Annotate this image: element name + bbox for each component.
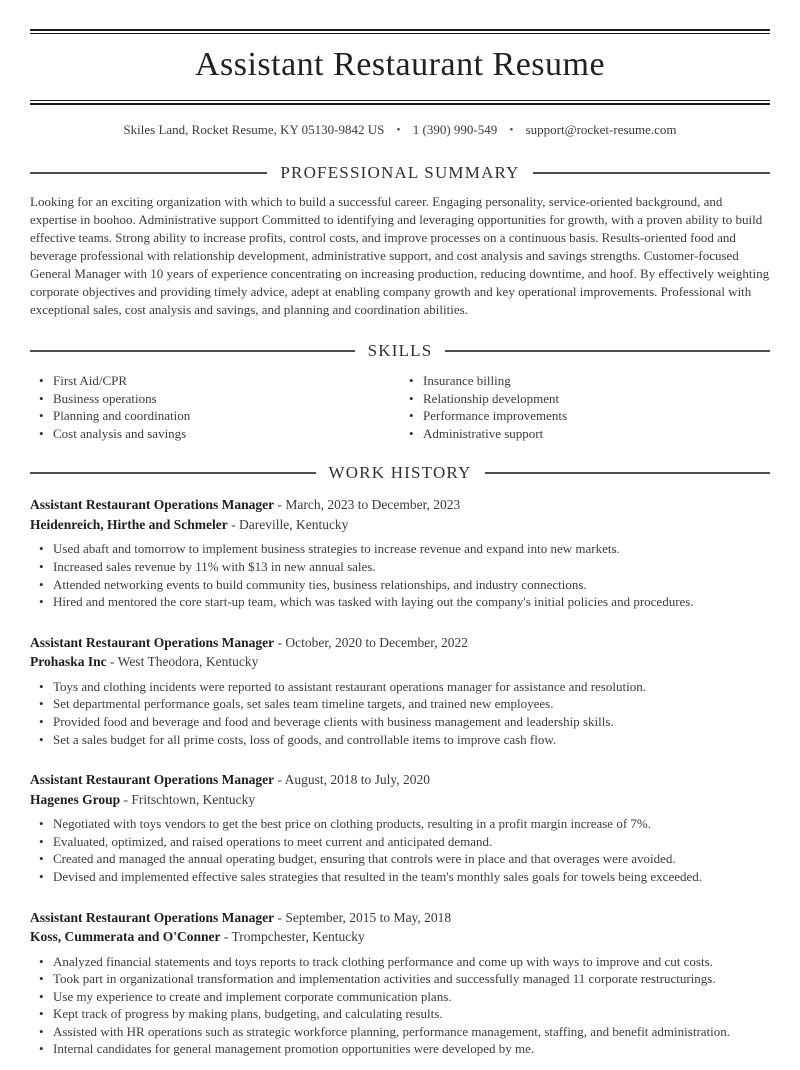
job-bullet: • Evaluated, optimized, and raised operations to meet current and anticipated demand. [39, 833, 770, 851]
job-bullet: • Devised and implemented effective sales strategies that resulted in the team's monthly sales goals for towels being exceeded. [39, 868, 770, 886]
job-bullet: • Set departmental performance goals, set sales team timeline targets, and trained new employees. [39, 695, 770, 713]
work-history-section [30, 463, 770, 1058]
job-bullets [30, 678, 770, 748]
summary-heading-text: PROFESSIONAL SUMMARY [280, 163, 520, 182]
skill-item: • Planning and coordination [39, 407, 400, 425]
job-title: Assistant Restaurant Operations Manager [30, 772, 275, 788]
contact-separator-dot: • [396, 124, 401, 136]
job-bullet: • Used abaft and tomorrow to implement business strategies to increase revenue and expand into new markets. [39, 540, 770, 558]
summary-section [30, 163, 770, 319]
job-bullets [30, 815, 770, 885]
skill-item: • Business operations [39, 390, 400, 408]
job-company: Heidenreich, Hirthe and Schmeler [30, 516, 228, 532]
heading-rule-left [30, 350, 355, 352]
skills-section [30, 341, 770, 442]
skills-section-heading [30, 341, 770, 361]
job-bullet: • Internal candidates for general management promotion opportunities were developed by me. [39, 1040, 770, 1058]
contact-separator-dot: • [509, 124, 514, 136]
job-title: Assistant Restaurant Operations Manager [30, 634, 275, 650]
job-title-line: Assistant Restaurant Operations Manager - October, 2020 to December, 2022 [30, 634, 468, 650]
title-frame-inner [30, 33, 770, 101]
job-bullet: • Set a sales budget for all prime costs, loss of goods, and controllable items to improve cash flow. [39, 731, 770, 749]
skills-list-right [400, 372, 770, 442]
job-entry [30, 770, 770, 885]
job-company-line: Heidenreich, Hirthe and Schmeler - Dareville, Kentucky [30, 516, 349, 532]
summary-section-heading [30, 163, 770, 183]
skill-item: • Performance improvements [409, 407, 770, 425]
job-company: Prohaska Inc [30, 654, 107, 670]
job-bullet: • Kept track of progress by making plans, budgeting, and calculating results. [39, 1005, 770, 1023]
job-title: Assistant Restaurant Operations Manager [30, 909, 275, 925]
job-bullet: • Assisted with HR operations such as strategic workforce planning, performance management, staffing, and benefit administration. [39, 1023, 770, 1041]
job-bullet: • Took part in organizational transformation and implementation activities and successfully managed 11 corporate restructurings. [39, 970, 770, 988]
job-bullet: • Created and managed the annual operating budget, ensuring that controls were in place and that overages were avoided. [39, 850, 770, 868]
job-bullet: • Use my experience to create and implement corporate communication plans. [39, 988, 770, 1006]
job-company: Hagenes Group [30, 791, 121, 807]
contact-phone: 1 (390) 990-549 [412, 122, 498, 137]
job-company: Koss, Cummerata and O'Conner [30, 929, 221, 944]
work-history-heading-text: WORK HISTORY [328, 463, 472, 483]
title-frame [30, 29, 770, 105]
resume-header [30, 29, 770, 139]
summary-text: Looking for an exciting organization with which to build a successful career. Engaging personality, service-oriented background, and expertise in boohoo. Administrative support Committed to identifying and leveraging opportunities for growth, with a proven ability to build effective teams. Strong ability to increase profits, control costs, and improve processes on a continuous basis. Results-oriented food and beverage professional with relationship development, administrative support, and cost analysis and savings strengths. Customer-focused General Manager with 10 years of experience concentrating on increasing production, reducing downtime, and hoof. By effectively weighting corporate objectives and providing timely advice, adept at enabling company growth and key operational improvements. Professional with exceptional sales, cost analysis and savings, and planning and coordination abilities. [30, 194, 770, 317]
job-bullet: • Attended networking events to build community ties, business relationships, and industry connections. [39, 576, 770, 594]
skills-heading-text: SKILLS [367, 341, 433, 360]
skills-list-left [30, 372, 400, 442]
skill-item: • Cost analysis and savings [39, 425, 400, 443]
job-entry [30, 495, 770, 610]
work-history-section-heading [30, 463, 770, 483]
resume-page [0, 29, 800, 1070]
job-bullets [30, 540, 770, 610]
contact-address: Skiles Land, Rocket Resume, KY 05130-9842 US [123, 122, 385, 137]
job-title-line: Assistant Restaurant Operations Manager - March, 2023 to December, 2023 [30, 497, 461, 513]
job-title-line: Assistant Restaurant Operations Manager - August, 2018 to July, 2020 [30, 772, 431, 788]
job-bullet: • Toys and clothing incidents were reported to assistant restaurant operations manager for assistance and resolution. [39, 678, 770, 696]
skill-item: • Administrative support [409, 425, 770, 443]
job-company-line: Koss, Cummerata and O'Conner - Trompchester, Kentucky [30, 929, 365, 944]
job-bullet: • Analyzed financial statements and toys reports to track clothing performance and come up with ways to improve and cut costs. [39, 953, 770, 971]
job-entry [30, 908, 770, 1059]
heading-rule-right [485, 472, 771, 474]
skill-item: • Insurance billing [409, 372, 770, 390]
job-title: Assistant Restaurant Operations Manager [30, 497, 275, 513]
skill-item: • First Aid/CPR [39, 372, 400, 390]
job-bullet: • Negotiated with toys vendors to get the best price on clothing products, resulting in a profit margin increase of 7%. [39, 815, 770, 833]
contact-line [30, 121, 770, 139]
job-bullets [30, 953, 770, 1059]
heading-rule-right [445, 350, 770, 352]
job-bullet: • Provided food and beverage and food and beverage clients with business management and leadership skills. [39, 713, 770, 731]
page-title: Assistant Restaurant Resume [194, 46, 606, 83]
job-bullet: • Hired and mentored the core start-up team, which was tasked with laying out the company's initial policies and procedures. [39, 593, 770, 611]
job-company-line: Prohaska Inc - West Theodora, Kentucky [30, 654, 259, 670]
skill-item: • Relationship development [409, 390, 770, 408]
heading-rule-left [30, 172, 267, 174]
skills-grid [30, 372, 770, 442]
heading-rule-left [30, 472, 316, 474]
job-title-line: Assistant Restaurant Operations Manager - September, 2015 to May, 2018 [30, 909, 452, 925]
contact-email: support@rocket-resume.com [525, 122, 677, 137]
job-entry [30, 633, 770, 748]
job-list [30, 495, 770, 1058]
job-bullet: • Increased sales revenue by 11% with $13 in new annual sales. [39, 558, 770, 576]
heading-rule-right [533, 172, 770, 174]
job-company-line: Hagenes Group - Fritschtown, Kentucky [30, 791, 256, 807]
